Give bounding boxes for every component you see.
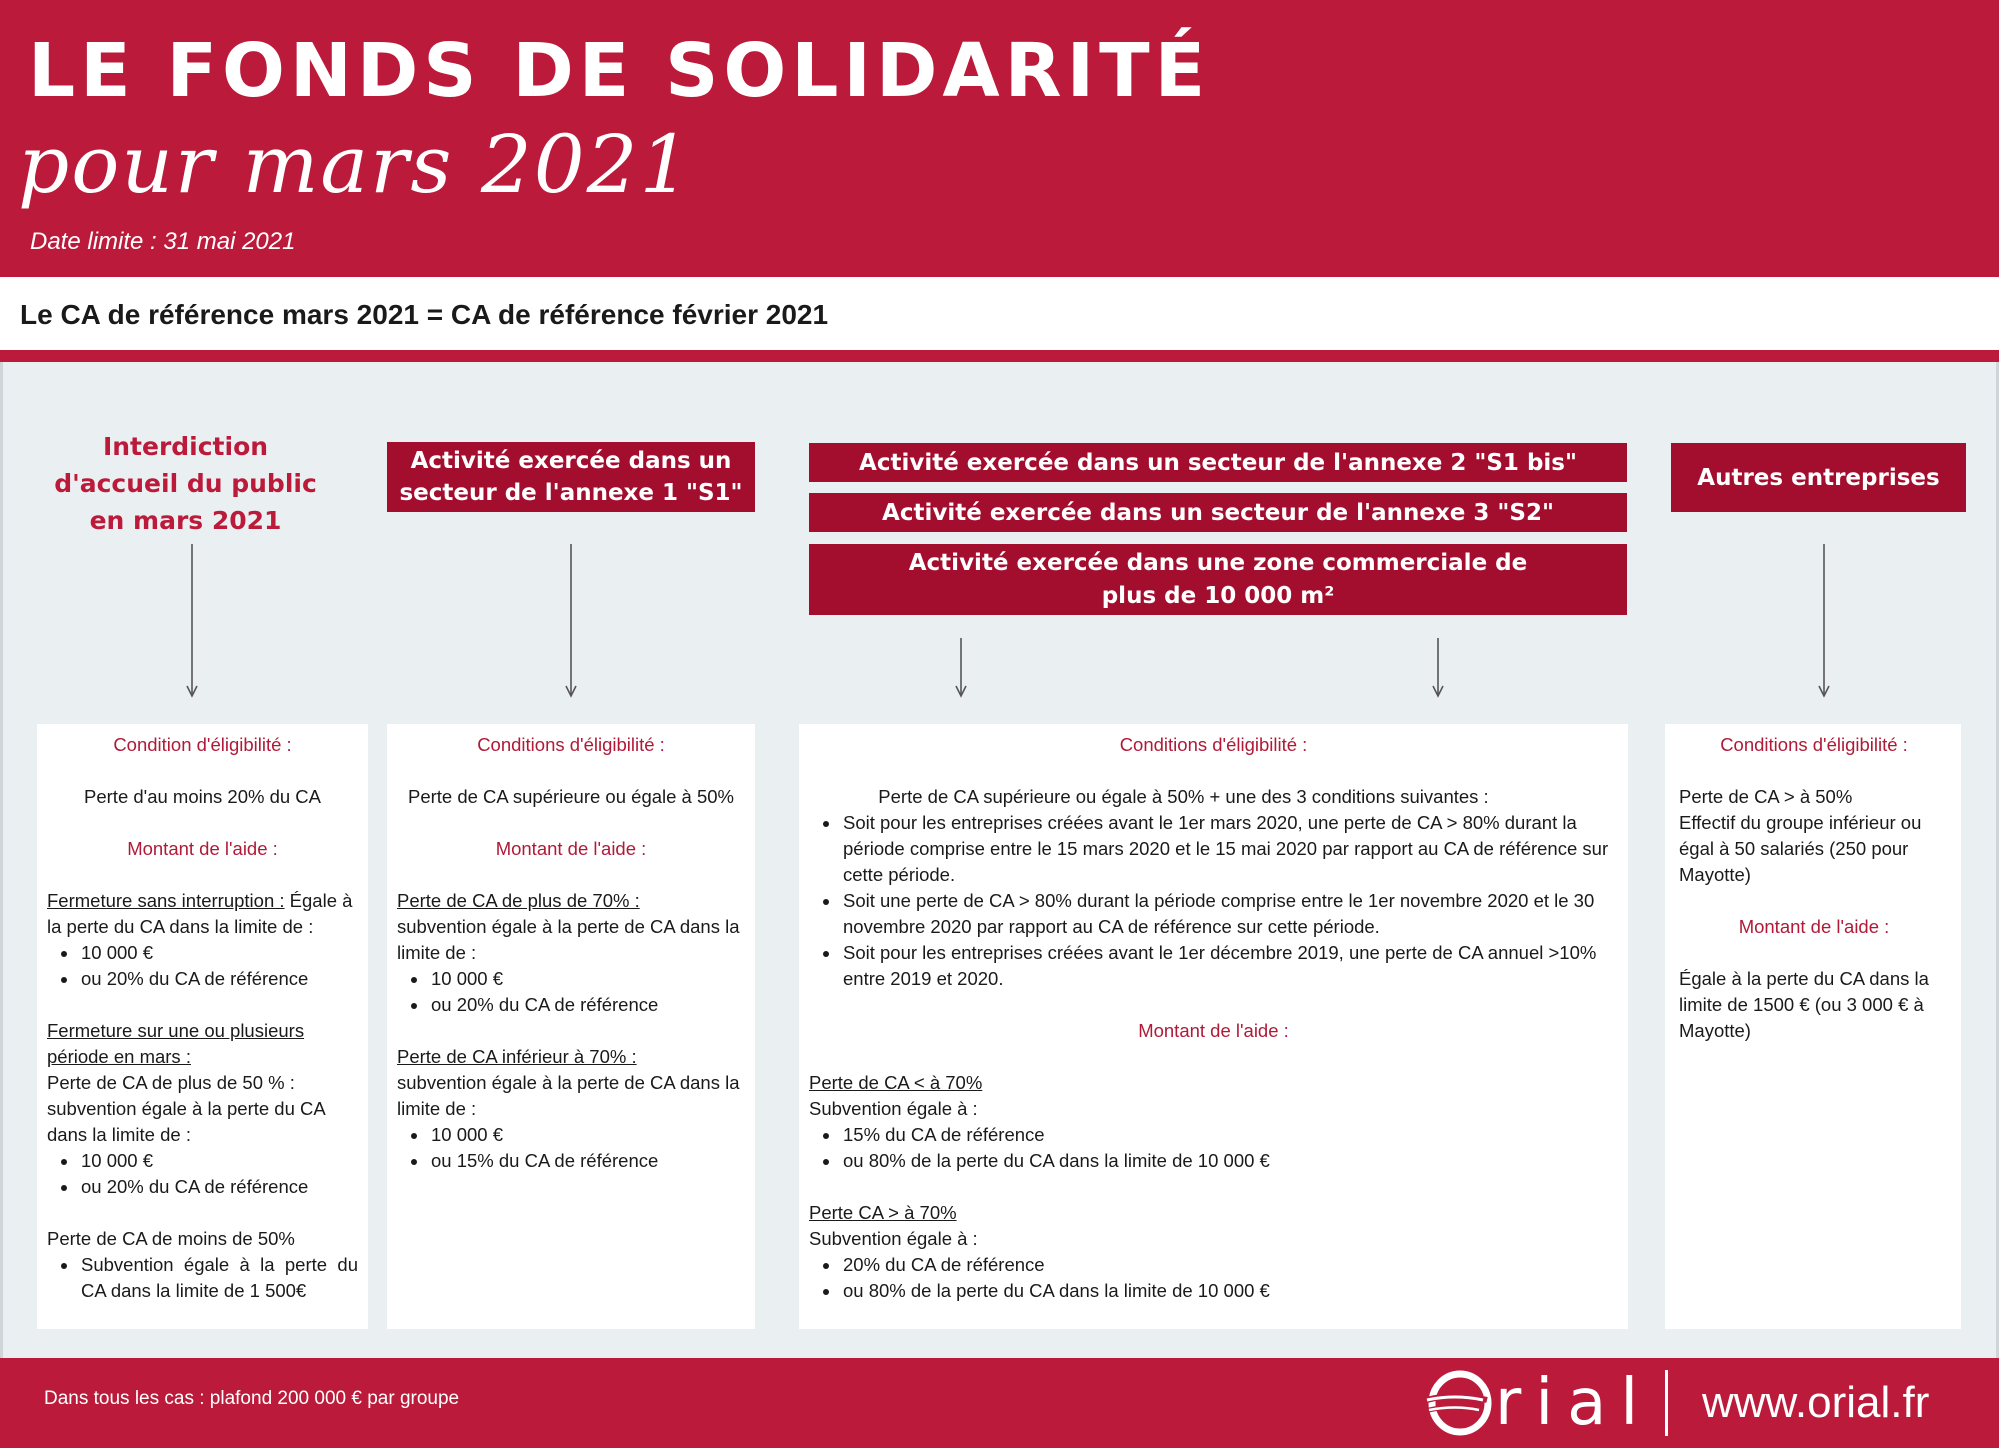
orial-logo: [1425, 1366, 1653, 1440]
reference-text: Le CA de référence mars 2021 = CA de référence février 2021: [20, 299, 829, 330]
section-heading: Perte de CA inférieur à 70% :: [397, 1046, 637, 1067]
card-s1bis-s2-zone: [799, 724, 1628, 1329]
list-item: • Soit pour les entreprises créées avant le 1er mars 2020, une perte de CA > 80% durant la période comprise entre le 15 mars 2020 et le 15 mai 2020 par rapport au CA de référence sur cette période.: [841, 810, 1618, 888]
website-link[interactable]: www.orial.fr: [1702, 1378, 1930, 1427]
footer-divider: [1665, 1370, 1668, 1436]
list-item: • Soit pour les entreprises créées avant le 1er décembre 2019, une perte de CA annuel >10% entre 2019 et 2020.: [841, 940, 1618, 992]
section-heading: Fermeture sur une ou plusieurs période en mars :: [47, 1020, 305, 1067]
column-title-s1bis: Activité exercée dans un secteur de l'annexe 2 "S1 bis": [809, 443, 1627, 482]
header-banner: [0, 0, 1999, 277]
list-item: • ou 15% du CA de référence: [429, 1148, 745, 1174]
section-text: Perte de CA de plus de 50 % : subvention égale à la perte du CA dans la limite de :: [47, 1072, 325, 1145]
condition-text: Effectif du groupe inférieur ou égal à 50 salariés (250 pour Mayotte): [1679, 812, 1922, 885]
bullet-list: [429, 1122, 745, 1174]
list-item: • 10 000 €: [429, 966, 745, 992]
main-panel: [0, 362, 1999, 1358]
amount-label: Montant de l'aide :: [127, 838, 278, 859]
condition-text: Perte de CA supérieure ou égale à 50% + une des 3 conditions suivantes :: [878, 786, 1489, 807]
list-item: • 20% du CA de référence: [841, 1252, 1618, 1278]
section-heading: Perte CA > à 70%: [809, 1202, 957, 1223]
amount-label: Montant de l'aide :: [1738, 916, 1890, 937]
section-text: Égale à la perte du CA dans la limite de :: [47, 890, 353, 937]
conditions-label: Condition d'éligibilité :: [113, 734, 292, 755]
amount-text: Égale à la perte du CA dans la limite de 1500 € (ou 3 000 € à Mayotte): [1679, 968, 1929, 1041]
column-title-interdiction: Interdiction d'accueil du public en mars 2021: [54, 432, 317, 535]
list-item: • 10 000 €: [79, 940, 358, 966]
section-text: subvention égale à la perte de CA dans la limite de :: [397, 1072, 740, 1119]
page-title: LE FONDS DE SOLIDARITÉ: [28, 28, 1211, 114]
amount-label: Montant de l'aide :: [495, 838, 647, 859]
list-item: • ou 20% du CA de référence: [79, 1174, 358, 1200]
card-interdiction: [37, 724, 368, 1329]
reference-band: [0, 277, 1999, 350]
conditions-label: Conditions d'éligibilité :: [477, 734, 665, 755]
bullet-list: [841, 810, 1618, 992]
list-item: • Subvention égale à la perte du CA dans la limite de 1 500€: [79, 1252, 358, 1304]
footer-banner: [0, 1358, 1999, 1448]
condition-text: Perte de CA supérieure ou égale à 50%: [407, 786, 735, 807]
conditions-label: Conditions d'éligibilité :: [1119, 734, 1308, 755]
column-title-autres: Autres entreprises: [1671, 443, 1966, 512]
section-text: Perte de CA de moins de 50%: [47, 1228, 295, 1249]
card-s1: [387, 724, 755, 1329]
list-item: • ou 20% du CA de référence: [429, 992, 745, 1018]
conditions-label: Conditions d'éligibilité :: [1720, 734, 1908, 755]
list-item: • 10 000 €: [429, 1122, 745, 1148]
bullet-list: [429, 966, 745, 1018]
section-text: subvention égale à la perte de CA dans la limite de :: [397, 916, 740, 963]
list-item: • 10 000 €: [79, 1148, 358, 1174]
condition-text: Perte d'au moins 20% du CA: [84, 786, 321, 807]
arrow-down-icon: [1818, 544, 1830, 698]
page-subtitle: pour mars 2021: [18, 118, 693, 211]
deadline-text: Date limite : 31 mai 2021: [30, 228, 296, 255]
section-heading: Perte de CA de plus de 70% :: [397, 890, 640, 911]
section-heading: Fermeture sans interruption :: [47, 890, 285, 911]
column-title-s1: Activité exercée dans un secteur de l'annexe 1 "S1": [387, 442, 755, 512]
list-item: • ou 20% du CA de référence: [79, 966, 358, 992]
arrow-down-icon: [1432, 638, 1444, 698]
arrow-down-icon: [186, 544, 198, 698]
section-text: Subvention égale à :: [809, 1098, 978, 1119]
bullet-list: [79, 940, 358, 992]
bullet-list: [841, 1122, 1618, 1174]
section-heading: Perte de CA < à 70%: [809, 1072, 983, 1093]
list-item: • Soit une perte de CA > 80% durant la période comprise entre le 1er novembre 2020 et le 30 novembre 2020 par rapport au CA de référence sur cette période.: [841, 888, 1618, 940]
arrow-down-icon: [955, 638, 967, 698]
column-title-zone-commerciale: Activité exercée dans une zone commerciale de plus de 10 000 m²: [809, 544, 1627, 615]
arrow-down-icon: [565, 544, 577, 698]
amount-label: Montant de l'aide :: [1138, 1020, 1289, 1041]
bullet-list: [841, 1252, 1618, 1304]
divider-stripe: [0, 350, 1999, 362]
list-item: • ou 80% de la perte du CA dans la limite de 10 000 €: [841, 1148, 1618, 1174]
footer-note: Dans tous les cas : plafond 200 000 € par groupe: [44, 1388, 460, 1409]
condition-text: Perte de CA > à 50%: [1679, 786, 1853, 807]
list-item: • 15% du CA de référence: [841, 1122, 1618, 1148]
logo-text: rial: [1495, 1366, 1653, 1440]
orial-logo-icon: [1425, 1370, 1495, 1436]
card-autres: [1665, 724, 1961, 1329]
column-title-s2: Activité exercée dans un secteur de l'annexe 3 "S2": [809, 493, 1627, 532]
section-text: Subvention égale à :: [809, 1228, 978, 1249]
list-item: • ou 80% de la perte du CA dans la limite de 10 000 €: [841, 1278, 1618, 1304]
bullet-list: [79, 1252, 358, 1304]
bullet-list: [79, 1148, 358, 1200]
